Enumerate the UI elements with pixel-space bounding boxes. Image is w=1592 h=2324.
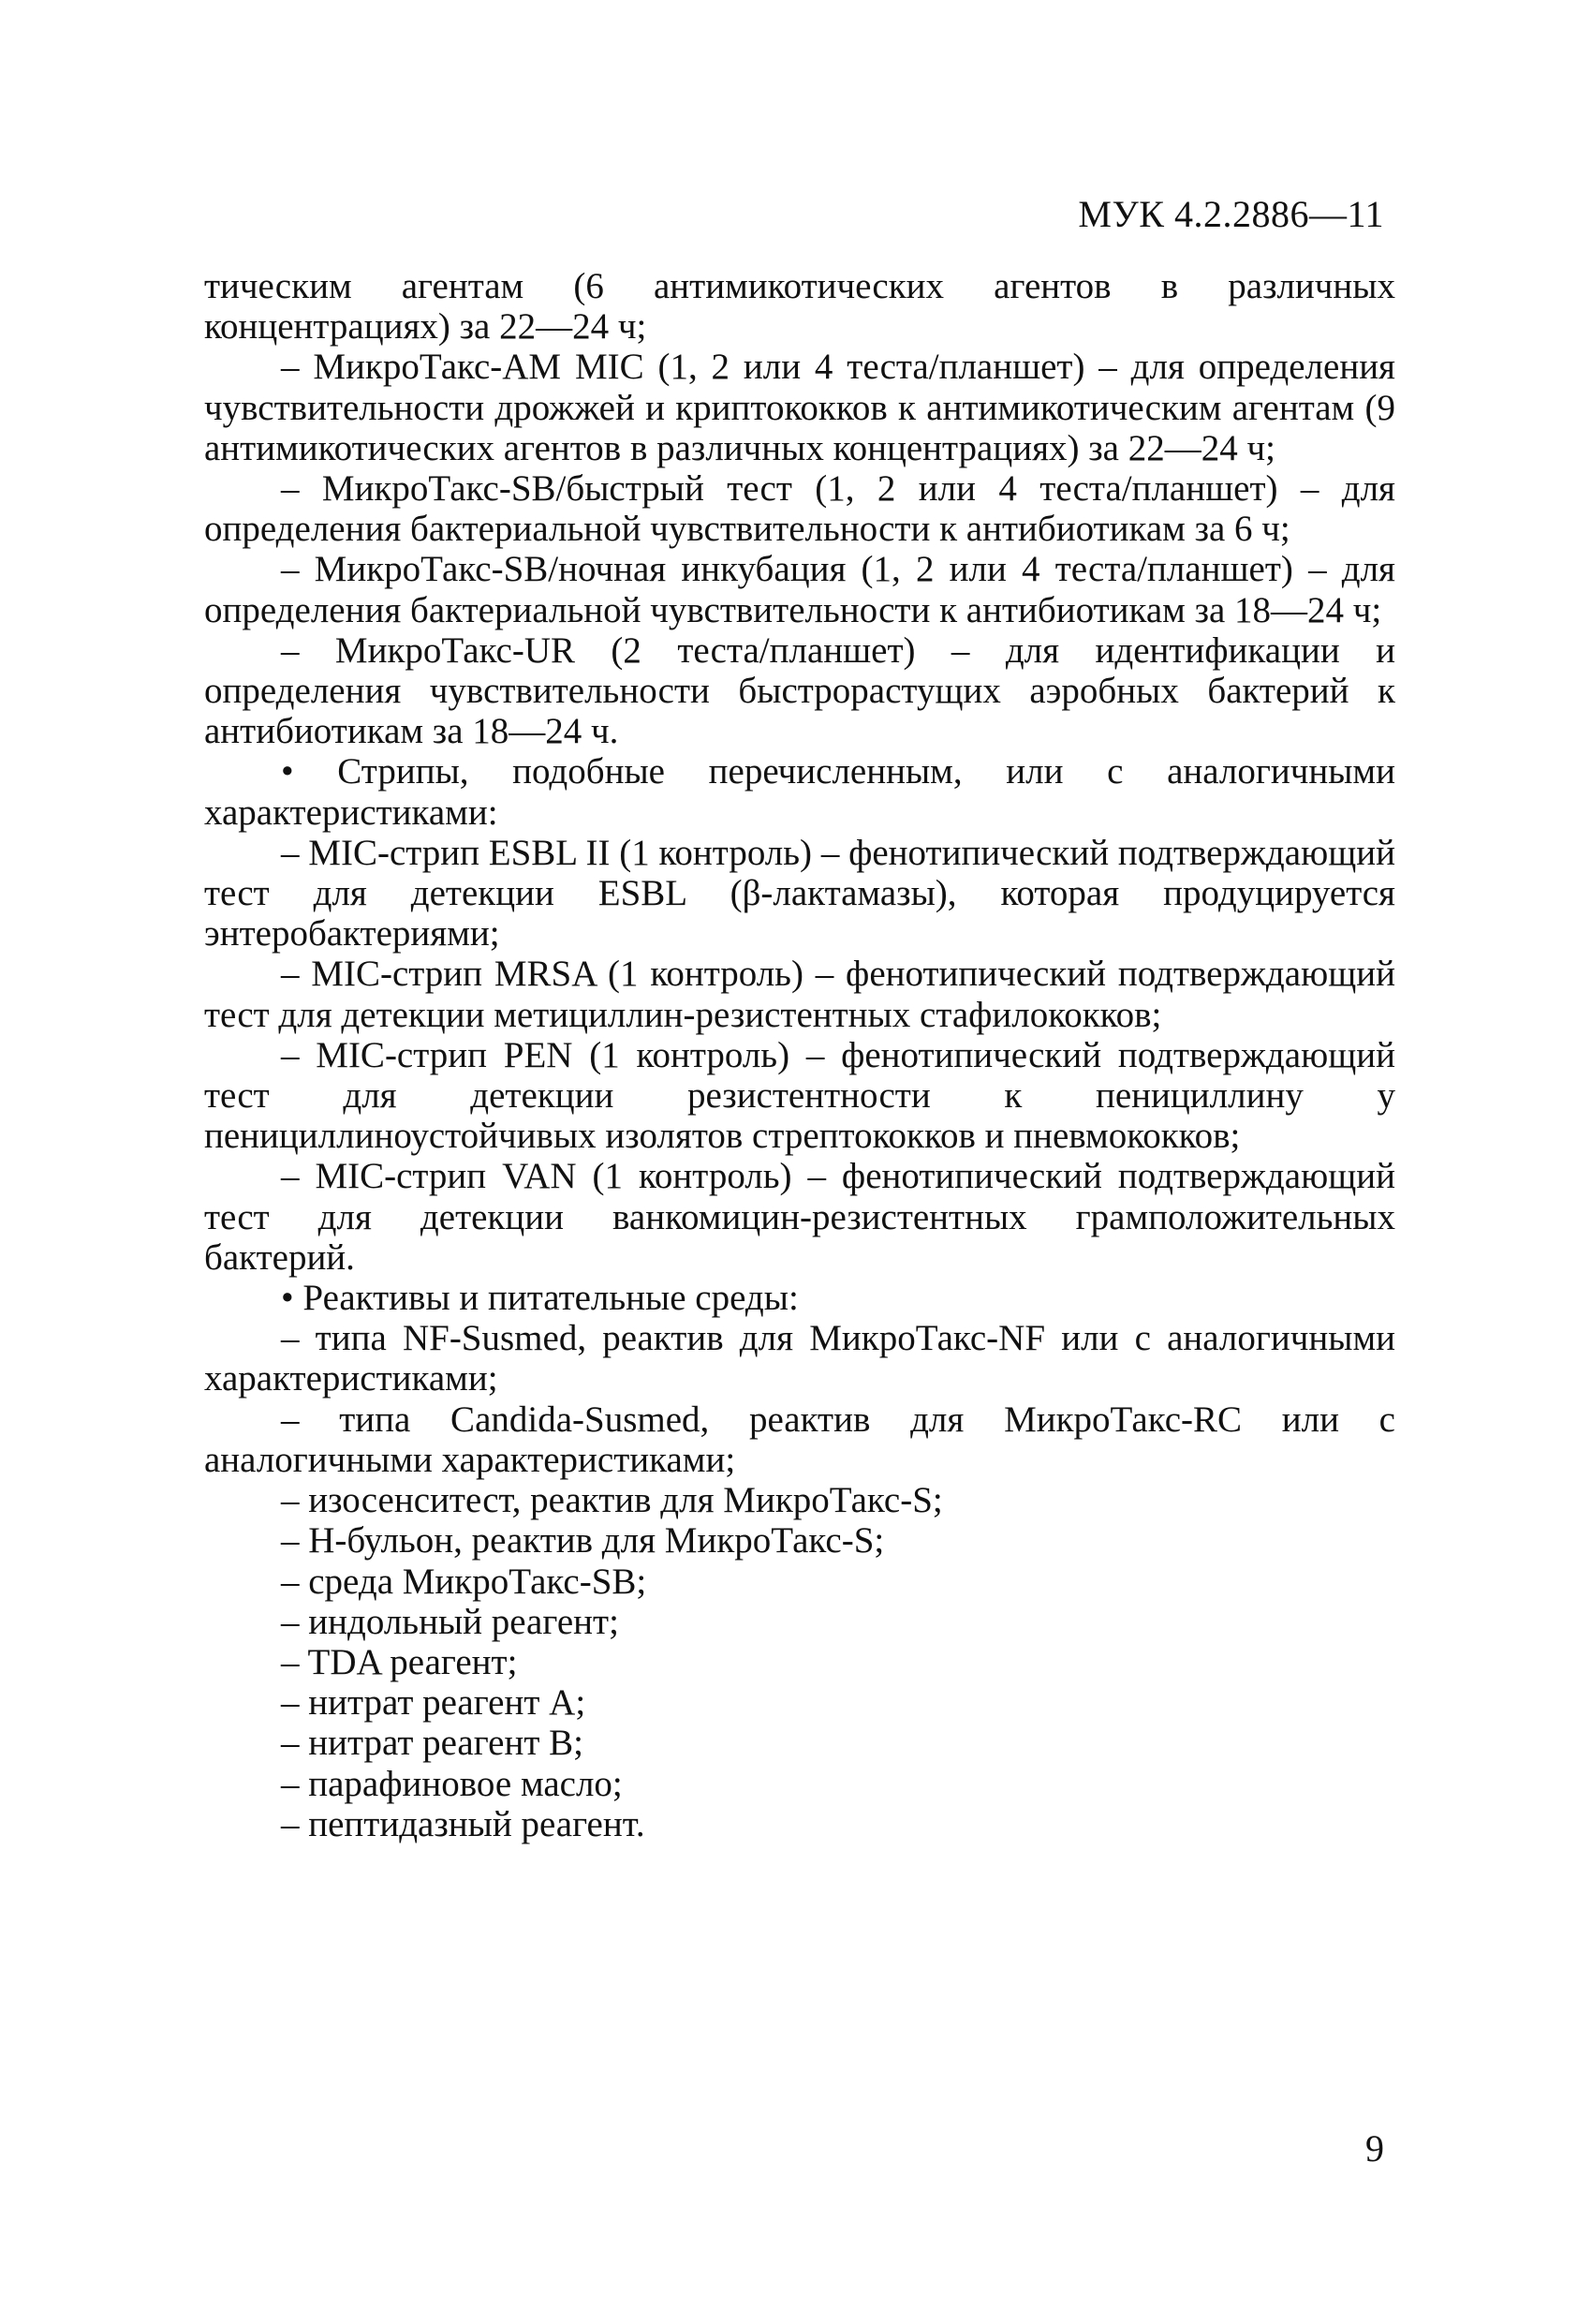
list-item: – MIC-стрип PEN (1 контроль) – фенотипический подтверждающий тест для детекции резистентности к пенициллину у пенициллиноустойчивых изолятов стрептококков и пневмококков; xyxy=(204,1034,1395,1157)
list-item: – MIC-стрип ESBL II (1 контроль) – фенотипический подтверждающий тест для детекции ESBL (β-лактамазы), которая продуцируется энтеробактериями; xyxy=(204,832,1395,955)
section-bullet: • Реактивы и питательные среды: xyxy=(281,1278,799,1319)
section-bullet: • Стрипы, подобные перечисленным, или с аналогичными характеристиками: xyxy=(204,751,1395,833)
list-item: – типа Candida-Susmed, реактив для МикроТакс-RC или с аналогичными характеристиками; xyxy=(204,1399,1395,1480)
list-item: – МикроТакс-SB/ночная инкубация (1, 2 или 4 теста/планшет) – для определения бактериальной чувствительности к антибиотикам за 18—24 ч; xyxy=(204,549,1395,630)
list-item: – МикроТакс-UR (2 теста/планшет) – для идентификации и определения чувствительности быстрорастущих аэробных бактерий к антибиотикам за 18—24 ч. xyxy=(204,629,1395,752)
list-item: – MIC-стрип VAN (1 контроль) – фенотипический подтверждающий тест для детекции ванкомицин-резистентных грамположительных бактерий. xyxy=(204,1156,1395,1278)
list-item: – типа NF-Susmed, реактив для МикроТакс-NF или с аналогичными характеристиками; xyxy=(204,1318,1395,1399)
list-item: – TDA реагент; xyxy=(281,1641,518,1682)
list-item: – MIC-стрип MRSA (1 контроль) – фенотипический подтверждающий тест для детекции метициллин-резистентных стафилококков; xyxy=(204,954,1395,1035)
list-item: – нитрат реагент В; xyxy=(281,1723,584,1764)
paragraph-continuation: тическим агентам (6 антимикотических агентов в различных концентрациях) за 22—24 ч; xyxy=(204,266,1395,348)
document-code-header: МУК 4.2.2886—11 xyxy=(1078,193,1384,235)
list-item: – МикроТакс-SB/быстрый тест (1, 2 или 4 теста/планшет) – для определения бактериальной чувствительности к антибиотикам за 6 ч; xyxy=(204,468,1395,550)
list-item: – изосенситест, реактив для МикроТакс-S; xyxy=(281,1480,943,1521)
list-item: – нитрат реагент А; xyxy=(281,1682,586,1724)
list-item: – среда МикроТакс-SB; xyxy=(281,1561,647,1602)
page-number: 9 xyxy=(1365,2127,1384,2169)
list-item: – индольный реагент; xyxy=(281,1601,619,1642)
list-item: – парафиновое масло; xyxy=(281,1763,623,1804)
body-text xyxy=(204,266,1395,1844)
list-item: – пептидазный реагент. xyxy=(281,1803,645,1844)
list-item: – Н-бульон, реактив для МикроТакс-S; xyxy=(281,1520,885,1562)
list-item: – МикроТакс-AM MIC (1, 2 или 4 теста/планшет) – для определения чувствительности дрожжей и криптококков к антимикотическим агентам (9 антимикотических агентов в различных концентрациях) за 22—24 ч; xyxy=(204,347,1395,468)
